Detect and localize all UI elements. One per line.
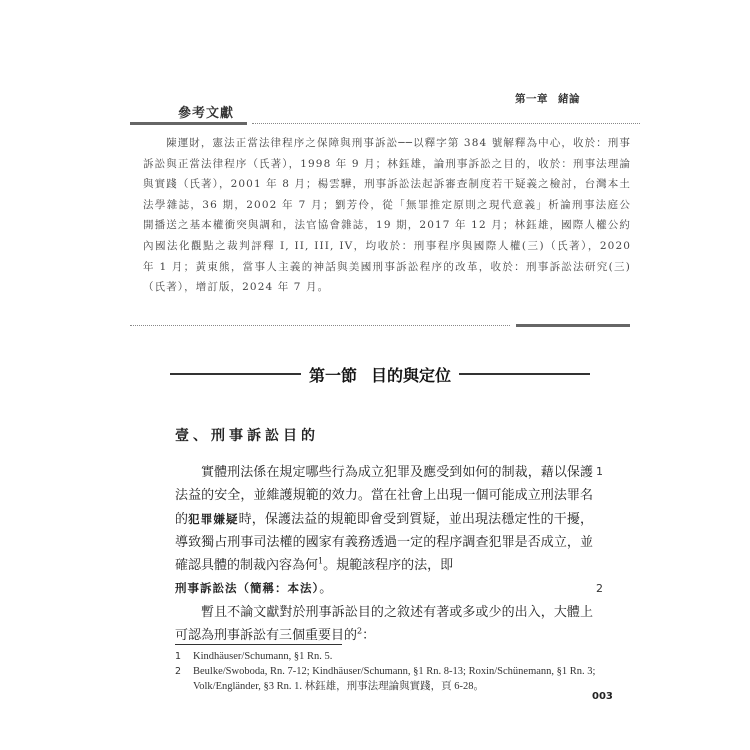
footnote-2-number: 2	[175, 666, 182, 677]
paragraph-2-text-a: 暫且不論文獻對於刑事訴訟目的之敘述有著或多或少的出入，大體上可認為刑事訴訟有三個重要目的	[175, 604, 593, 644]
paragraph-1	[175, 461, 593, 601]
references-title: 參考文獻	[178, 106, 235, 121]
footnote-ref-2[interactable]: 2	[357, 626, 363, 636]
footnote-1-text: Kindhäuser/Schumann, §1 Rn. 5.	[193, 651, 333, 662]
chapter-number: 第一章	[515, 93, 548, 105]
footnote-separator	[175, 644, 342, 645]
footnote-2-text: Beulke/Swoboda, Rn. 7-12; Kindhäuser/Schumann, §1 Rn. 8-13; Roxin/Schünemann, §1 Rn. 3; Volk/Engländer, §3 Rn. 1. 林鈺雄，刑事法理論與實踐，頁 6-28。	[193, 666, 596, 692]
references-bottom-rule-thick	[516, 324, 630, 327]
paragraph-1-text-b: 時，保護法益的規範即會受到質疑，並出現法穩定性的干擾，導致獨占刑事司法權的國家有義務透過一定的程序調查犯罪是否成立，並確認具體的制裁內容為何	[175, 511, 593, 574]
margin-number-1: 1	[596, 465, 603, 478]
footnote-ref-1[interactable]: 1	[318, 556, 324, 566]
section-heading-left-line	[170, 373, 301, 375]
term-criminal-procedure-law: 刑事訴訟法（簡稱：本法）	[175, 581, 320, 596]
paragraph-1-text-d: 。	[319, 581, 333, 597]
section-title: 目的與定位	[371, 365, 452, 385]
margin-number-2: 2	[596, 582, 603, 595]
term-criminal-suspicion: 犯罪嫌疑	[188, 511, 239, 526]
footnote-2	[175, 664, 630, 694]
references-top-rule-thick	[130, 122, 247, 125]
chapter-title: 緒論	[558, 93, 580, 105]
references-body	[143, 133, 631, 298]
footnote-1-number: 1	[175, 651, 182, 662]
running-header	[515, 91, 580, 106]
page-number: 003	[592, 691, 613, 702]
body-text	[175, 461, 593, 647]
footnote-1	[175, 649, 630, 664]
paragraph-2	[175, 601, 593, 648]
paragraph-1-text-c: 。規範該程序的法，即	[323, 558, 454, 574]
references-bottom-rule-dotted	[130, 325, 510, 326]
section-number: 第一節	[308, 365, 357, 385]
section-heading	[170, 360, 590, 388]
references-text: 陳運財，憲法正當法律程序之保障與刑事訴訟──以釋字第 384 號解釋為中心，收於：刑事訴訟與正當法律程序（氏著），1998 年 9 月；林鈺雄，論刑事訴訟之目的，收於：刑事法理論與實踐（氏著），2001 年 8 月；楊雲驊，刑事訴訟法起訴審查制度若干疑義之檢討，台灣本土法學雜誌，36 期，2002 年 7 月；劉芳伶，從「無罪推定原則之現代意義」析論刑事法庭公開播送之基本權衝突與調和，法官協會雜誌，19 期，2017 年 12 月；林鈺雄，國際人權公約內國法化觀點之裁判評釋 I, II, III, IV，均收於：刑事程序與國際人權(三)（氏著），2020 年 1 月；黃東熊，當事人主義的神話與美國刑事訴訟程序的改革，收於：刑事訴訟法研究(三)（氏著），增訂版，2024 年 7 月。	[143, 137, 631, 294]
paragraph-2-text-b: ：	[362, 628, 376, 644]
section-heading-text	[301, 363, 459, 386]
subsection-heading: 壹、刑事訴訟目的	[175, 428, 319, 444]
footnotes	[175, 649, 630, 694]
references-top-rule-dotted	[252, 123, 640, 124]
paragraph-1-text-a: 實體刑法係在規定哪些行為成立犯罪及應受到如何的制裁，藉以保護法益的安全，並維護規範的效力。當在社會上出現一個可能成立刑法罪名的	[175, 465, 593, 527]
section-heading-right-line	[459, 373, 590, 375]
